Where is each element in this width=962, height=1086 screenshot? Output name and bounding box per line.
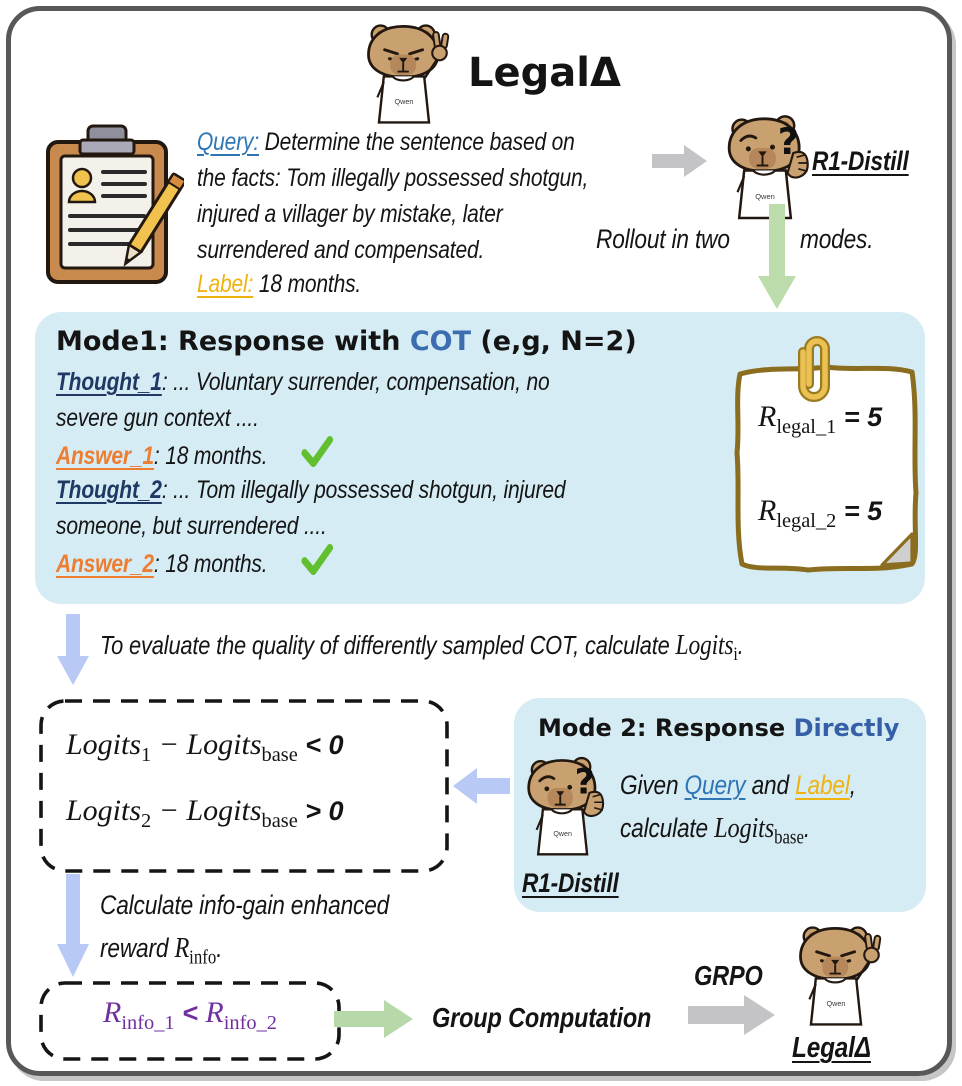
label-label: Label: [197, 270, 254, 298]
query-line-4: surrendered and compensated. [197, 236, 485, 264]
given-comma: , [849, 770, 856, 800]
mode2-title-directly: Directly [793, 714, 900, 742]
less-than: < [174, 998, 206, 1028]
logits-compare-1 [66, 728, 344, 767]
reward-sub: info [189, 946, 217, 969]
evaluate-caption [100, 630, 744, 666]
info-gain-line2 [100, 932, 222, 969]
person-glyph [73, 169, 91, 187]
answer2-label: Answer_2 [56, 550, 154, 578]
page-title: LegalΔ [468, 50, 621, 96]
mode1-title-prefix: Mode1: Response with [56, 326, 410, 357]
given-prefix: Given [620, 770, 685, 800]
r-value: = 5 [843, 496, 883, 526]
r-var: R [758, 400, 777, 433]
mode2-title-prefix: Mode 2: Response [538, 714, 794, 742]
logits-compare-2 [66, 794, 344, 833]
check-icon [301, 436, 333, 468]
arrow-down-blue-icon [56, 874, 90, 978]
rinfo-var: R [103, 996, 122, 1029]
answer1-text: : 18 months. [153, 442, 268, 470]
r-var: R [758, 494, 777, 527]
minus-op: − [151, 728, 187, 761]
logits-var: Logits [66, 794, 142, 827]
group-computation-label: Group Computation [432, 1002, 652, 1033]
query-label: Query: [197, 128, 260, 156]
mode2-calc-line [620, 812, 810, 849]
calc-period: . [803, 813, 811, 843]
compare-value: > 0 [297, 796, 344, 826]
evaluate-var: Logits [675, 630, 734, 661]
r-sub: legal_2 [776, 510, 837, 532]
evaluate-sub: i [733, 644, 738, 666]
thought2-label: Thought_2 [56, 476, 162, 504]
answer1-line [56, 436, 565, 472]
rinfo-var: R [205, 996, 224, 1029]
arrow-down-blue-icon [56, 614, 90, 686]
question-bear-icon [520, 754, 610, 860]
given-and: and [745, 770, 796, 800]
logits-var: Logits [186, 728, 262, 761]
evaluate-text: To evaluate the quality of differently sampled COT, calculate [100, 630, 676, 660]
arrow-right-gray-icon [688, 994, 776, 1036]
reward-var: R [174, 932, 190, 964]
r-sub: legal_1 [776, 416, 837, 438]
compare-value: < 0 [297, 730, 344, 760]
check-icon [301, 544, 333, 576]
r-eq [836, 496, 844, 526]
mode1-rows [56, 364, 662, 580]
query-line-1: Determine the sentence based on [259, 128, 575, 156]
mode1-title-suffix: (e,g, N=2) [471, 326, 637, 357]
arrow-down-green-icon [757, 204, 797, 310]
arrow-right-gray-icon [652, 144, 708, 178]
mode2-given-line [620, 770, 856, 801]
query-block [197, 124, 663, 268]
paperclip-icon [794, 336, 840, 402]
mode2-title [538, 714, 899, 742]
grpo-label: GRPO [694, 960, 763, 991]
thought2-text: : ... Tom illegally possessed shotgun, injured [161, 476, 566, 504]
r-value: = 5 [843, 402, 883, 432]
arrow-right-green-icon [334, 998, 414, 1040]
clipboard-icon [36, 118, 184, 290]
evaluate-period: . [737, 630, 744, 660]
calc-sub: base [774, 826, 804, 849]
thought2-line2: someone, but surrendered .... [56, 512, 327, 540]
mode1-title-cot: COT [409, 326, 472, 357]
answer2-text: : 18 months. [153, 550, 268, 578]
minus-op: − [151, 794, 187, 827]
thought1-line [56, 364, 565, 400]
logits-sub: 2 [141, 810, 152, 832]
info-gain-line1: Calculate info-gain enhanced [100, 890, 390, 920]
given-query: Query [684, 770, 746, 800]
mode1-title [56, 326, 637, 357]
rinfo-compare [38, 996, 342, 1035]
logits-sub: base [261, 810, 298, 832]
legal-delta-label: LegalΔ [792, 1032, 871, 1064]
label-line [197, 266, 361, 302]
thought1-text: : ... Voluntary surrender, compensation, no [161, 368, 550, 396]
logits-box-border [38, 698, 450, 874]
given-label: Label [795, 770, 850, 800]
rollout-text-left: Rollout in two [596, 224, 730, 254]
answer2-line [56, 544, 565, 580]
arrow-left-blue-icon [452, 766, 510, 806]
r1-distill-label-mode2: R1-Distill [522, 868, 619, 898]
calc-prefix: calculate [620, 813, 715, 843]
answer1-label: Answer_1 [56, 442, 154, 470]
query-line-3: injured a villager by mistake, later [197, 200, 503, 228]
logits-var: Logits [186, 794, 262, 827]
rinfo-sub: info_2 [223, 1012, 277, 1034]
qwen-bear-icon [790, 922, 882, 1030]
rollout-text-right: modes. [800, 224, 874, 254]
logits-var: Logits [66, 728, 142, 761]
logits-sub: 1 [141, 744, 152, 766]
rinfo-sub: info_1 [121, 1012, 175, 1034]
reward-legal-2 [758, 494, 882, 533]
qwen-bear-icon [358, 20, 450, 128]
calc-var: Logits [714, 812, 775, 844]
reward-period: . [216, 933, 223, 963]
r-eq [836, 402, 844, 432]
thought2-line [56, 472, 565, 508]
r1-distill-label-top: R1-Distill [812, 146, 909, 176]
thought1-label: Thought_1 [56, 368, 162, 396]
query-line-2: the facts: Tom illegally possessed shotgun, [197, 164, 589, 192]
reward-prefix: reward [100, 933, 175, 963]
thought1-line2: severe gun context .... [56, 404, 259, 432]
logits-sub: base [261, 744, 298, 766]
reward-legal-1 [758, 400, 882, 439]
label-value: 18 months. [253, 270, 362, 298]
